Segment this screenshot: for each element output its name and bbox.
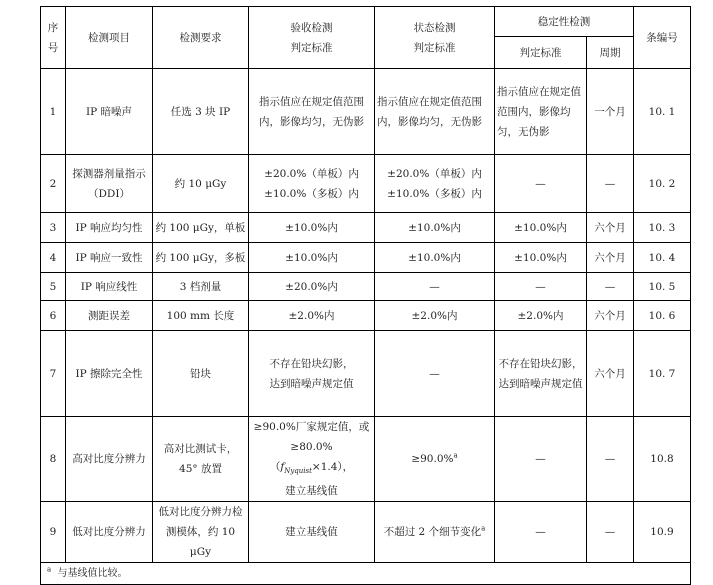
row-item: IP 擦除完全性: [66, 331, 153, 417]
row-stability-criteria: ±10.0%内: [495, 243, 587, 273]
header-stability-period: 周期: [587, 37, 634, 69]
table-row: [41, 69, 691, 155]
row-clause: 10. 7: [634, 331, 691, 417]
header-item: 检测项目: [66, 7, 153, 69]
row-item: 探测器剂量指示（DDI）: [66, 155, 153, 213]
header-stability-criteria: 判定标准: [495, 37, 587, 69]
row-item: IP 响应一致性: [66, 243, 153, 273]
row-clause: 10.8: [634, 417, 691, 502]
row-requirement: 约 100 μGy，多板: [153, 243, 249, 273]
row-number: 5: [41, 273, 66, 301]
row-requirement: 约 10 μGy: [153, 155, 249, 213]
table-row: [41, 502, 691, 563]
row-requirement: 约 100 μGy，单板: [153, 213, 249, 243]
row-status: 不超过 2 个细节变化$^a$: [375, 502, 495, 563]
row-status: —: [375, 273, 495, 301]
row-clause: 10. 6: [634, 301, 691, 331]
row-number: 4: [41, 243, 66, 273]
row-acceptance: ±10.0%内: [249, 213, 375, 243]
row-status: —: [375, 331, 495, 417]
row-stability-criteria: —: [495, 273, 587, 301]
header-status: 状态检测 判定标准: [375, 7, 495, 69]
row-item: 低对比度分辨力: [66, 502, 153, 563]
row-period: 一个月: [587, 69, 634, 155]
row-requirement: 铅块: [153, 331, 249, 417]
row-item: IP 响应均匀性: [66, 213, 153, 243]
table-row: [41, 155, 691, 213]
row-stability-criteria: —: [495, 155, 587, 213]
row-clause: 10. 1: [634, 69, 691, 155]
row-requirement: 3 档剂量: [153, 273, 249, 301]
row-acceptance: ±20.0%（单板）内 ±10.0%（多板）内: [249, 155, 375, 213]
row-stability-criteria: 不存在铅块幻影，达到暗噪声规定值: [495, 331, 587, 417]
table-row: [41, 273, 691, 301]
row-stability-criteria: ±10.0%内: [495, 213, 587, 243]
row-number: 2: [41, 155, 66, 213]
row-period: 六个月: [587, 331, 634, 417]
header-seq: 序 号: [41, 7, 66, 69]
row-period: 六个月: [587, 301, 634, 331]
row-item: IP 暗噪声: [66, 69, 153, 155]
row-number: 9: [41, 502, 66, 563]
row-acceptance: ±10.0%内: [249, 243, 375, 273]
row-clause: 10. 5: [634, 273, 691, 301]
row-item: IP 响应线性: [66, 273, 153, 301]
table-row: [41, 243, 691, 273]
row-acceptance: 不存在铅块幻影， 达到暗噪声规定值: [249, 331, 375, 417]
header-stability: 稳定性检测: [495, 7, 634, 37]
row-clause: 10. 4: [634, 243, 691, 273]
row-status: ±10.0%内: [375, 213, 495, 243]
row-acceptance: 指示值应在规定值范围内，影像均匀，无伪影: [249, 69, 375, 155]
row-status: ±10.0%内: [375, 243, 495, 273]
row-status: ±2.0%内: [375, 301, 495, 331]
row-acceptance: ±2.0%内: [249, 301, 375, 331]
row-status: ±20.0%（单板）内 ±10.0%（多板）内: [375, 155, 495, 213]
row-acceptance: ±20.0%内: [249, 273, 375, 301]
row-number: 6: [41, 301, 66, 331]
row-period: 六个月: [587, 213, 634, 243]
row-period: —: [587, 502, 634, 563]
row-number: 1: [41, 69, 66, 155]
row-number: 3: [41, 213, 66, 243]
row-period: 六个月: [587, 243, 634, 273]
inspection-criteria-table: [40, 6, 691, 585]
row-clause: 10. 3: [634, 213, 691, 243]
row-status: ≥90.0%$^a$: [375, 417, 495, 502]
row-requirement: 100 mm 长度: [153, 301, 249, 331]
row-period: —: [587, 417, 634, 502]
table-row: [41, 213, 691, 243]
row-stability-criteria: —: [495, 417, 587, 502]
row-number: 7: [41, 331, 66, 417]
row-period: —: [587, 155, 634, 213]
footnote: $^a$ 与基线值比较。: [41, 563, 691, 585]
row-stability-criteria: —: [495, 502, 587, 563]
row-item: 测距误差: [66, 301, 153, 331]
row-period: —: [587, 273, 634, 301]
row-status: 指示值应在规定值范围内，影像均匀，无伪影: [375, 69, 495, 155]
header-row: [41, 7, 691, 37]
table-row: [41, 301, 691, 331]
footnote-row: [41, 563, 691, 585]
header-requirement: 检测要求: [153, 7, 249, 69]
table-row: [41, 417, 691, 502]
row-number: 8: [41, 417, 66, 502]
row-acceptance: 建立基线值: [249, 502, 375, 563]
row-requirement: 低对比度分辨力检测模体，约 10 μGy: [153, 502, 249, 563]
row-item: 高对比度分辨力: [66, 417, 153, 502]
row-clause: 10. 2: [634, 155, 691, 213]
row-stability-criteria: ±2.0%内: [495, 301, 587, 331]
row-stability-criteria: 指示值应在规定值范围内，影像均匀，无伪影: [495, 69, 587, 155]
table-row: [41, 331, 691, 417]
header-acceptance: 验收检测 判定标准: [249, 7, 375, 69]
row-acceptance: ≥90.0%厂家规定值，或 $\ge 80.0\%(f_{Nyquist}\times 1.4)$， 建立基线值: [249, 417, 375, 502]
header-clause: 条编号: [634, 7, 691, 69]
row-clause: 10.9: [634, 502, 691, 563]
row-requirement: 任选 3 块 IP: [153, 69, 249, 155]
row-requirement: 高对比测试卡， 45° 放置: [153, 417, 249, 502]
